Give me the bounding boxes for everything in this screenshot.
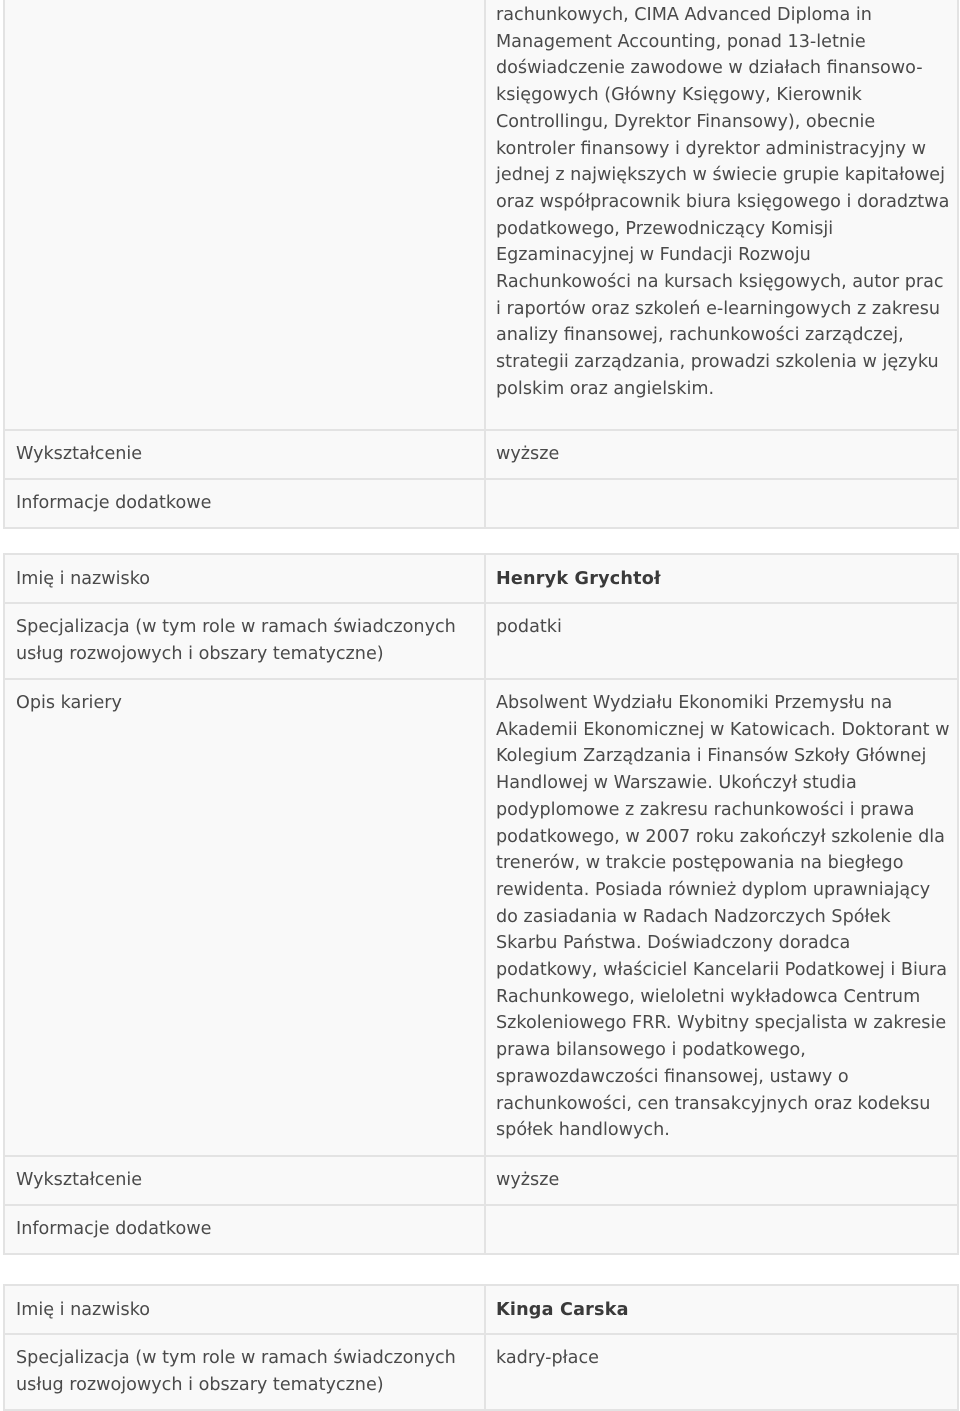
row-name <box>4 1285 958 1334</box>
trainer-table-3 <box>3 1284 959 1411</box>
education-value: wyższe <box>485 430 958 479</box>
career-label: Opis kariery <box>4 679 485 1156</box>
row-education <box>4 430 958 479</box>
name-label: Imię i nazwisko <box>4 1285 485 1334</box>
specialization-value: podatki <box>485 603 958 679</box>
row-specialization <box>4 603 958 679</box>
career-value: rachunkowych, CIMA Advanced Diploma in Management Accounting, ponad 13-letnie doświadczenie zawodowe w działach finansowo-księgowych (Główny Księgowy, Kierownik Controllingu, Dyrektor Finansowy), obecnie kontroler finansowy i dyrektor administracyjny w jednej z największych w świecie grupie kapitałowej oraz współpracownik biura księgowego i doradztwa podatkowego, Przewodniczący Komisji Egzaminacyjnej w Fundacji Rozwoju Rachunkowości na kursach księgowych, autor prac i raportów oraz szkoleń e-learningowych z zakresu analizy finansowej, rachunkowości zarządczej, strategii zarządzania, prowadzi szkolenia w języku polskim oraz angielskim. <box>485 0 958 430</box>
row-specialization <box>4 1334 958 1410</box>
education-label: Wykształcenie <box>4 1156 485 1205</box>
row-additional <box>4 479 958 528</box>
education-label: Wykształcenie <box>4 430 485 479</box>
specialization-label: Specjalizacja (w tym role w ramach świadczonych usług rozwojowych i obszary tematyczne) <box>4 1334 485 1410</box>
row-additional <box>4 1205 958 1254</box>
row-education <box>4 1156 958 1205</box>
row-career <box>4 0 958 430</box>
additional-label: Informacje dodatkowe <box>4 1205 485 1254</box>
specialization-value: kadry-płace <box>485 1334 958 1410</box>
additional-value <box>485 1205 958 1254</box>
education-value: wyższe <box>485 1156 958 1205</box>
name-label: Imię i nazwisko <box>4 554 485 603</box>
trainer-table-2 <box>3 553 959 1255</box>
trainer-table-1 <box>3 0 959 529</box>
trainer-name: Kinga Carska <box>485 1285 958 1334</box>
trainer-name: Henryk Grychtoł <box>485 554 958 603</box>
career-label-cell <box>4 0 485 430</box>
career-value: Absolwent Wydziału Ekonomiki Przemysłu na Akademii Ekonomicznej w Katowicach. Doktorant w Kolegium Zarządzania i Finansów Szkoły Głównej Handlowej w Warszawie. Ukończył studia podyplomowe z zakresu rachunkowości i prawa podatkowego, w 2007 roku zakończył szkolenie dla trenerów, w trakcie postępowania na biegłego rewidenta. Posiada również dyplom uprawniający do zasiadania w Radach Nadzorczych Spółek Skarbu Państwa. Doświadczony doradca podatkowy, właściciel Kancelarii Podatkowej i Biura Rachunkowego, wieloletni wykładowca Centrum Szkoleniowego FRR. Wybitny specjalista w zakresie prawa bilansowego i podatkowego, sprawozdawczości finansowej, ustawy o rachunkowości, cen transakcyjnych oraz kodeksu spółek handlowych. <box>485 679 958 1156</box>
specialization-label: Specjalizacja (w tym role w ramach świadczonych usług rozwojowych i obszary tematyczne) <box>4 603 485 679</box>
row-career <box>4 679 958 1156</box>
row-name <box>4 554 958 603</box>
additional-value <box>485 479 958 528</box>
additional-label: Informacje dodatkowe <box>4 479 485 528</box>
